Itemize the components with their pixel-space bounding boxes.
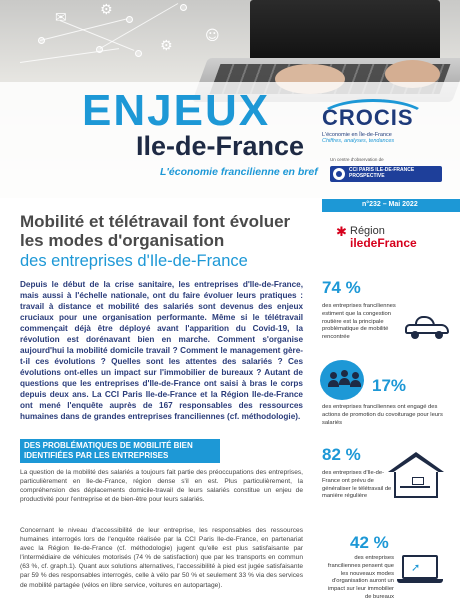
crocis-arc-icon — [318, 99, 428, 139]
publication-title: ENJEUX — [82, 86, 271, 135]
cci-badge-text — [349, 168, 414, 180]
network-node — [126, 16, 133, 23]
crocis-tagline-2: Chiffres, analyses, tendances — [322, 138, 395, 144]
headline-sub: des entreprises d'Ile-de-France — [20, 252, 248, 270]
network-node — [180, 4, 187, 11]
cci-logo-icon — [333, 168, 345, 180]
crocis-logo-block — [322, 105, 442, 144]
stat-percent-1: 74 % — [322, 278, 361, 297]
cci-note: Un centre d'observation de — [330, 157, 384, 162]
network-node — [96, 46, 103, 53]
network-node — [38, 37, 45, 44]
gear-icon: ⚙ — [100, 2, 113, 18]
stat-text-1: des entreprises franciliennes estiment que la congestion routière est la principale problématique de mobilité rencontrée — [322, 303, 396, 341]
network-node — [135, 50, 142, 57]
mail-icon: ✉ — [55, 10, 67, 26]
publication-subtitle: L'économie francilienne en bref — [160, 166, 318, 178]
laptop-photo-screen — [250, 0, 440, 62]
stat-percent-4: 42 % — [350, 533, 389, 552]
issue-number: n°232 – Mai 2022 — [322, 199, 460, 212]
publication-region: Ile-de-France — [136, 131, 305, 161]
stat-text-4: des entreprises franciliennes pensent que les nouveaux modes d'organisation auront un impact sur leur immobilier de bureaux — [327, 555, 394, 601]
region-logo-word: Région — [350, 225, 385, 237]
crocis-logo-text: CROCIS — [322, 105, 414, 130]
cci-badge — [330, 166, 442, 182]
body-paragraph-1: La question de la mobilité des salariés a toujours fait partie des préoccupations des entreprises, particulièrement en Ile-de-France, région dense s'il en est. Plus particulièrement, la compréhension des déplacements domicile-travail de leurs salariés constitue un enjeu de productivité pour l'entreprise et de bien-être pour leurs salariés. — [20, 469, 303, 504]
stat-percent-2: 17% — [372, 376, 407, 395]
cci-badge-line2: PROSPECTIVE — [349, 173, 385, 179]
home-office-icon — [388, 452, 444, 498]
region-logo-name: iledeFrance — [350, 236, 417, 250]
cci-badge-line1: CCI PARIS ILE-DE-FRANCE — [349, 167, 415, 174]
headline: Mobilité et télétravail font évoluer les modes d'organisation — [20, 212, 291, 251]
stat-text-2: des entreprises franciliennes ont engagé des actions de promotion du covoiturage pour leurs salariés — [322, 404, 443, 426]
intro-paragraph: Depuis le début de la crise sanitaire, les entreprises d'Ile-de-France, mais aussi à l'échelle nationale, ont du faire évoluer leurs pratiques : travail à distance et mobilité des salariés sont devenus des enjeux cruciaux pour une organisation performante. Même si le télétravail commençait déjà être déployé avant l'apparition du Covid-19, la révolution est dorénavant bien en marche. Comment s'organise aujourd'hui la mobilité domicile travail ? Comment le management gère-t-il ces évolutions ? Quelles sont les attentes des salariés ? Ces évolutions ont-elles un impact sur l'immobilier de bureaux ? Autant de questions que les entreprises d'Ile-de-France ont saisi à bras le corps depuis deux ans. La CCI Paris Ile-de-France et la Région Ile-de-France ont mené l'enquête auprès de 167 responsables des ressources humaines dans de grandes entreprises franciliennes (cf. méthodologie). — [20, 280, 303, 421]
section-heading: DES PROBLÉMATIQUES DE MOBILITÉ BIEN IDENTIFIÉES PAR LES ENTREPRISES — [20, 439, 220, 463]
laptop-icon — [397, 555, 443, 585]
person-icon: ☺ — [205, 28, 220, 44]
stat-text-3: des entreprises d'Ile-de-France ont prévu de généraliser le télétravail de manière régulière — [322, 470, 392, 500]
stat-percent-3: 82 % — [322, 445, 361, 464]
body-paragraph-2: Concernant le niveau d'accessibilité de leur entreprise, les responsables des ressources humaines interrogés lors de l'enquête réalisée par la CCI Paris Ile-de-France, en partenariat avec la Région Ile-de-France (cf. méthodologie) jugent qu'elle est plus satisfaisante par l'intermédiaire de véhicules motorisés (74 % de satisfaction) que par les transports en commun (63 %, cf. graph.1). Quant aux solutions alternatives, l'accessibilité à pied est jugée satisfaisante par 59 % des responsables interrogés, celle à vélo par 50 % et seulement 33 % via des services de mobilité partagée (vélos en libre service, voitures en autopartage). — [20, 527, 303, 589]
crocis-tagline: L'économie en Île-de-France — [322, 132, 392, 138]
arrow-icon: ➚ — [411, 561, 421, 574]
region-star-icon: ✱ — [336, 225, 347, 240]
network-line — [20, 48, 119, 63]
car-icon — [405, 316, 449, 338]
carpool-people-icon — [325, 368, 361, 392]
hero-banner — [0, 0, 460, 198]
gear-icon: ⚙ — [160, 38, 173, 54]
crocis-logo — [322, 105, 442, 131]
